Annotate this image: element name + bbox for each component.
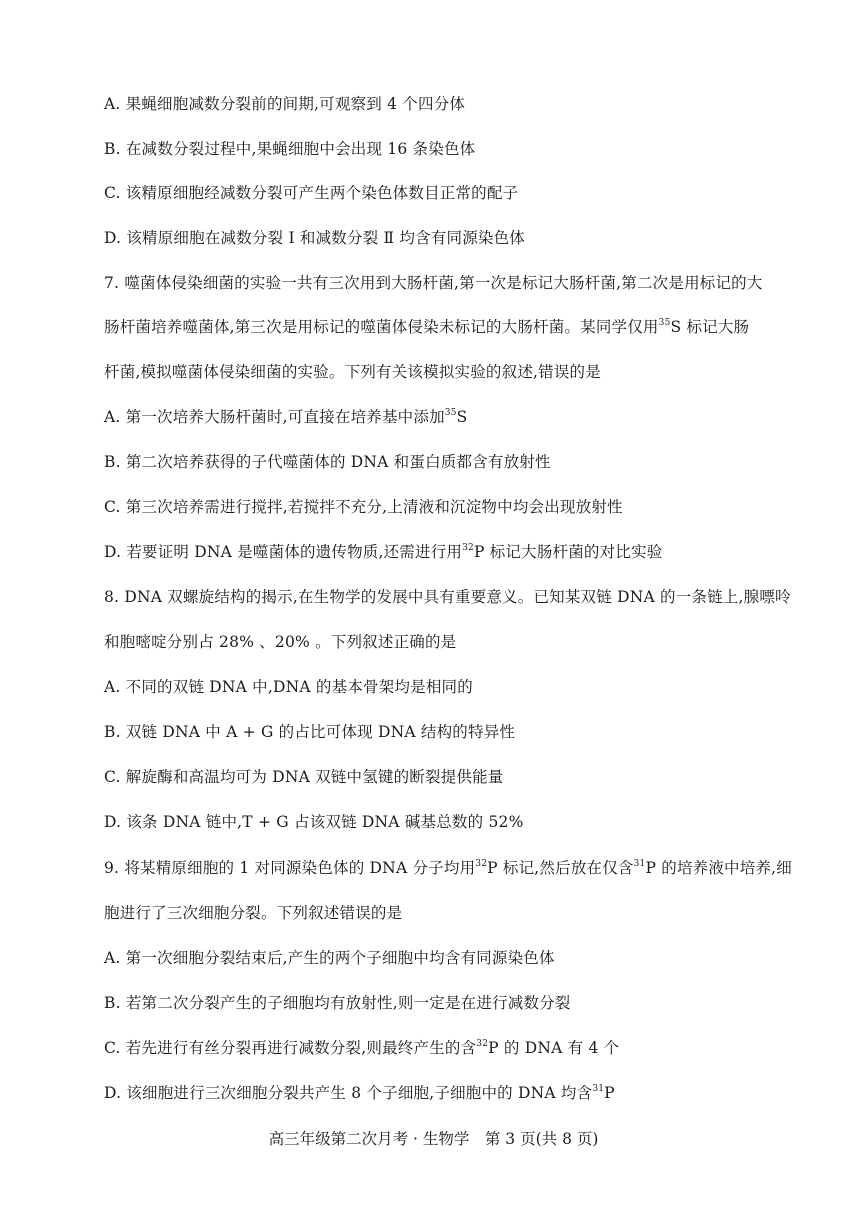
q9-option-c-pre: C. 若先进行有丝分裂再进行减数分裂,则最终产生的含: [104, 1039, 477, 1057]
q7-option-a-post: S: [456, 408, 468, 426]
page-footer: 高三年级第二次月考 · 生物学 第 3 页(共 8 页): [268, 1130, 599, 1148]
q8-option-d: D. 该条 DNA 链中,T + G 占该双链 DNA 碱基总数的 52%: [104, 813, 524, 831]
q6-option-c: C. 该精原细胞经减数分裂可产生两个染色体数目正常的配子: [104, 184, 519, 202]
q7-option-a-pre: A. 第一次培养大肠杆菌时,可直接在培养基中添加: [104, 408, 445, 426]
q9-option-b: B. 若第二次分裂产生的子细胞均有放射性,则一定是在进行减数分裂: [104, 994, 571, 1012]
q9-option-a: A. 第一次细胞分裂结束后,产生的两个子细胞中均含有同源染色体: [104, 949, 555, 967]
q7-stem-line2-pre: 肠杆菌培养噬菌体,第三次是用标记的噬菌体侵染未标记的大肠杆菌。某同学仅用: [104, 318, 659, 336]
q9-isotope-31: 31: [633, 858, 646, 869]
q7-option-b: B. 第二次培养获得的子代噬菌体的 DNA 和蛋白质都含有放射性: [104, 453, 551, 471]
q9-stem-mid: P 标记,然后放在仅含: [487, 859, 634, 877]
q7-option-a: [104, 407, 467, 427]
q7-stem-line2: [104, 317, 749, 337]
q9-option-d-post: P: [604, 1084, 615, 1102]
q9-option-c-isotope: 32: [476, 1038, 489, 1049]
q9-option-d-isotope: 31: [592, 1083, 605, 1094]
q9-option-d-pre: D. 该细胞进行三次细胞分裂共产生 8 个子细胞,子细胞中的 DNA 均含: [104, 1084, 593, 1102]
q9-isotope-32: 32: [475, 858, 488, 869]
q8-option-b: B. 双链 DNA 中 A + G 的占比可体现 DNA 结构的特异性: [104, 723, 516, 741]
q7-option-d: [104, 542, 662, 562]
q6-option-d: D. 该精原细胞在减数分裂 Ⅰ 和减数分裂 Ⅱ 均含有同源染色体: [104, 229, 525, 247]
q7-option-d-pre: D. 若要证明 DNA 是噬菌体的遗传物质,还需进行用: [104, 543, 463, 561]
q8-stem-line1: 8. DNA 双螺旋结构的揭示,在生物学的发展中具有重要意义。已知某双链 DNA 的一条链上,腺嘌呤: [104, 588, 791, 606]
q9-option-d: [104, 1083, 615, 1103]
q9-option-c-post: P 的 DNA 有 4 个: [488, 1039, 620, 1057]
q9-stem-line1: [104, 858, 792, 878]
q7-stem-line3: 杆菌,模拟噬菌体侵染细菌的实验。下列有关该模拟实验的叙述,错误的是: [104, 363, 601, 381]
q9-stem-pre: 9. 将某精原细胞的 1 对同源染色体的 DNA 分子均用: [104, 859, 476, 877]
q8-option-c: C. 解旋酶和高温均可为 DNA 双链中氢键的断裂提供能量: [104, 768, 504, 786]
q7-option-d-post: P 标记大肠杆菌的对比实验: [473, 543, 663, 561]
q6-option-a: A. 果蝇细胞减数分裂前的间期,可观察到 4 个四分体: [104, 95, 466, 113]
q7-option-c: C. 第三次培养需进行搅拌,若搅拌不充分,上清液和沉淀物中均会出现放射性: [104, 498, 623, 516]
q8-option-a: A. 不同的双链 DNA 中,DNA 的基本骨架均是相同的: [104, 678, 473, 696]
q7-stem-line1: 7. 噬菌体侵染细菌的实验一共有三次用到大肠杆菌,第一次是标记大肠杆菌,第二次是用标记的大: [104, 274, 763, 292]
q6-option-b: B. 在减数分裂过程中,果蝇细胞中会出现 16 条染色体: [104, 140, 476, 158]
q7-isotope-35: 35: [658, 317, 671, 328]
q8-stem-line2: 和胞嘧啶分别占 28% 、20% 。下列叙述正确的是: [104, 633, 457, 651]
q9-option-c: [104, 1038, 619, 1058]
q7-option-d-isotope: 32: [462, 542, 474, 553]
q9-stem-post: P 的培养液中培养,细: [645, 859, 792, 877]
q9-stem-line2: 胞进行了三次细胞分裂。下列叙述错误的是: [104, 904, 403, 922]
q7-option-a-isotope: 35: [444, 407, 457, 418]
q7-stem-line2-post: S 标记大肠: [670, 318, 750, 336]
